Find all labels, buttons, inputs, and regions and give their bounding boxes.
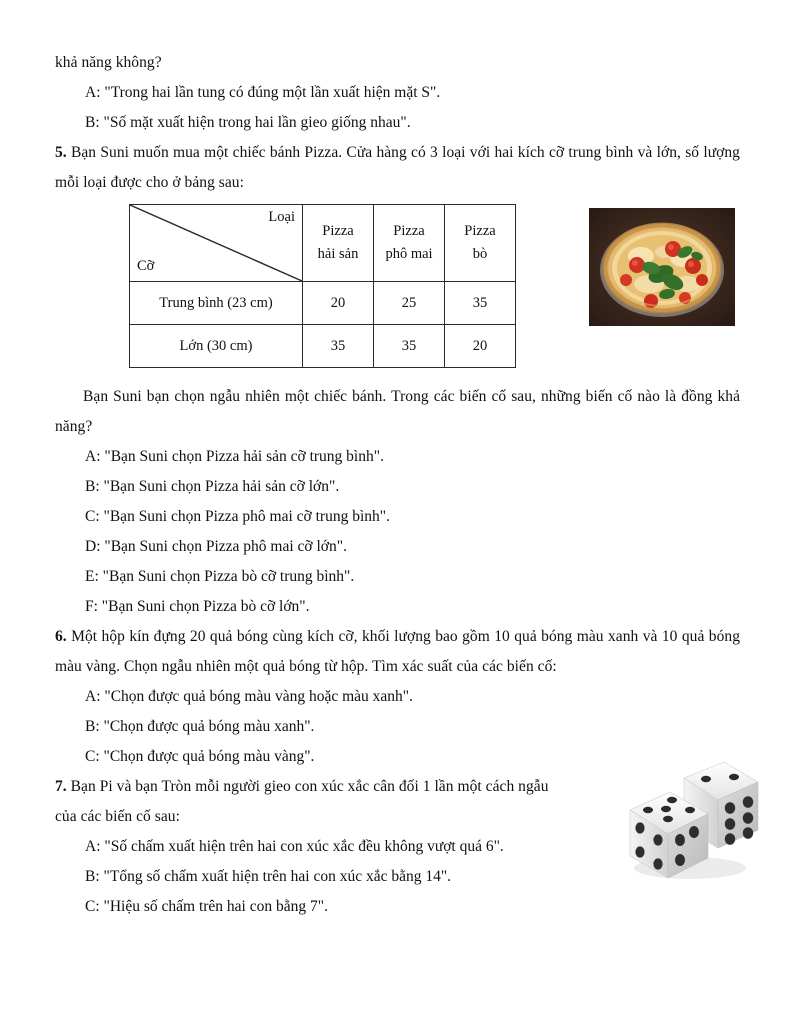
col-1-line1: Pizza [393,223,425,239]
pizza-illustration [589,208,735,326]
col-0-line2: hải sản [317,246,359,262]
question-6-number: 6. [55,628,67,645]
question-5-number: 5. [55,144,67,161]
q4-option-a: A: "Trong hai lần tung có đúng một lần xuất hiện mặt S". [85,84,441,101]
q5-option-b: B: "Bạn Suni chọn Pizza hải sản cỡ lớn". [85,478,340,495]
q5-option-d: D: "Bạn Suni chọn Pizza phô mai cỡ lớn". [85,538,347,555]
column-header-seafood [303,205,374,282]
question-7-body-line2: của các biến cố sau: [55,808,180,825]
table-row [130,325,516,368]
q5-option-a: A: "Bạn Suni chọn Pizza hải sản cỡ trung bình". [85,448,384,465]
pizza-photo [589,208,735,326]
question-5-text: Bạn Suni muốn mua một chiếc bánh Pizza. Cửa hàng có 3 loại với hai kích cỡ trung bình và lớn, số lượng mỗi loại được cho ở bảng sau: [55,144,740,191]
col-2-line2: bò [472,246,488,262]
q4-continuation-line: khả năng không? [55,54,162,71]
question-6-body [55,622,740,682]
pizza-count-table [129,204,516,368]
row-1-size-label: Lớn (30 cm) [130,325,303,368]
q5-option-f: F: "Bạn Suni chọn Pizza bò cỡ lớn". [85,598,310,615]
table-header-row [130,205,516,282]
column-header-cheese [374,205,445,282]
col-2-line1: Pizza [464,223,496,239]
row-0-value-2: 35 [445,282,516,325]
table-row [130,282,516,325]
row-1-value-0: 35 [303,325,374,368]
col-1-line2: phô mai [385,246,433,262]
q5-option-c: C: "Bạn Suni chọn Pizza phô mai cỡ trung bình". [85,508,390,525]
question-5-followup: Bạn Suni bạn chọn ngẫu nhiên một chiếc bánh. Trong các biến cố sau, những biến cố nào là đồng khả năng? [55,388,740,435]
q7-option-a: A: "Số chấm xuất hiện trên hai con xúc xắc đều không vượt quá 6". [85,838,504,855]
q4-option-b: B: "Số mặt xuất hiện trong hai lần gieo giống nhau". [85,114,411,131]
q5-option-e: E: "Bạn Suni chọn Pizza bò cỡ trung bình". [85,568,355,585]
dice-illustration [608,752,766,884]
question-7-number: 7. [55,778,67,795]
pizza-count-table-wrapper [129,204,501,368]
q7-option-c: C: "Hiệu số chấm trên hai con bằng 7". [85,898,328,915]
row-1-value-2: 20 [445,325,516,368]
q6-option-c: C: "Chọn được quả bóng màu vàng". [85,748,315,765]
table-corner-header [130,205,303,282]
question-6-text: Một hộp kín đựng 20 quả bóng cùng kích cỡ, khối lượng bao gồm 10 quả bóng màu xanh và 10 quả bóng màu vàng. Chọn ngẫu nhiên một quả bóng từ hộp. Tìm xác suất của các biến cố: [55,628,740,675]
corner-column-label: Loại [268,209,295,225]
question-5-body [55,138,740,198]
row-0-value-0: 20 [303,282,374,325]
corner-row-label: Cỡ [137,258,155,274]
col-0-line1: Pizza [322,223,354,239]
q6-option-b: B: "Chọn được quả bóng màu xanh". [85,718,315,735]
dice-photo [608,752,766,884]
column-header-beef [445,205,516,282]
q6-option-a: A: "Chọn được quả bóng màu vàng hoặc màu xanh". [85,688,413,705]
row-0-value-1: 25 [374,282,445,325]
q7-option-b: B: "Tổng số chấm xuất hiện trên hai con xúc xắc bằng 14". [85,868,452,885]
row-1-value-1: 35 [374,325,445,368]
row-0-size-label: Trung bình (23 cm) [130,282,303,325]
question-7-text: Bạn Pi và bạn Tròn mỗi người gieo con xúc xắc cân đối 1 lần một cách ngẫu [66,778,549,795]
